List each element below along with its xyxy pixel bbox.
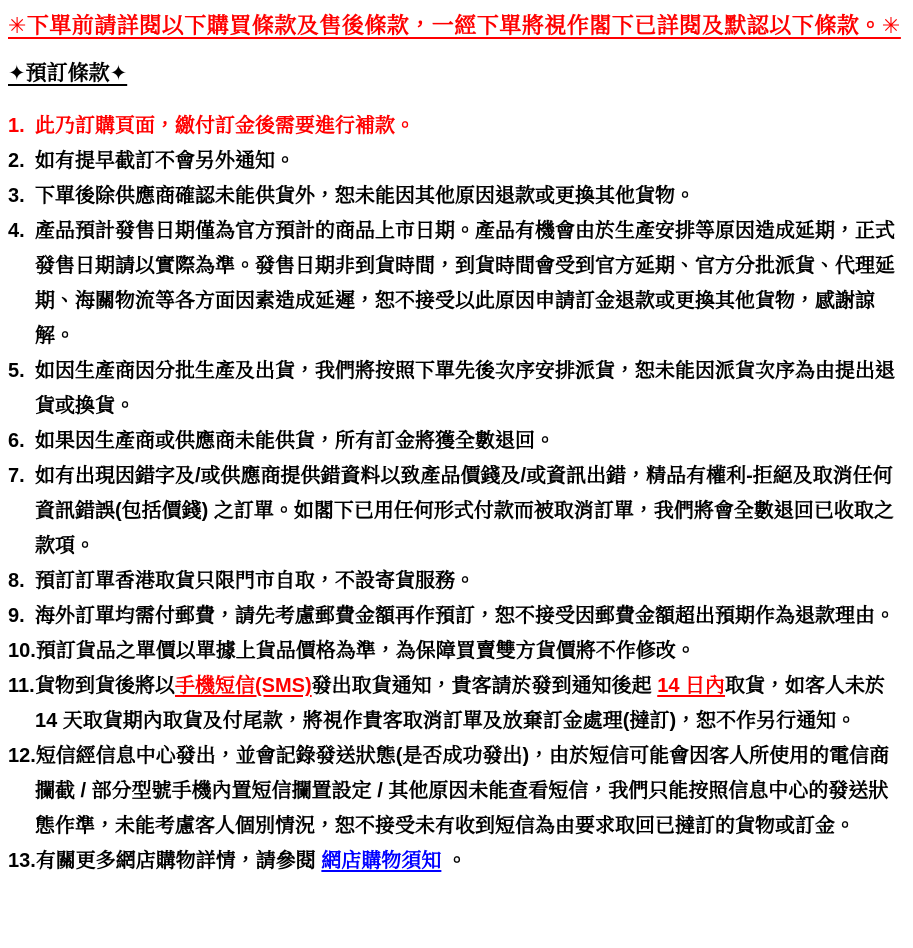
term-item-3 (8, 179, 905, 214)
pickup-deadline-highlight: 14 日內 (657, 675, 726, 697)
term-number: 1. (8, 115, 25, 137)
term-item-12 (8, 739, 905, 844)
term-text-segment: 發出取貨通知，貴客請於發到通知後起 (311, 675, 658, 697)
store-shopping-guide-link[interactable]: 網店購物須知 (321, 850, 442, 872)
term-number: 8. (8, 570, 25, 592)
term-item-4 (8, 214, 905, 354)
term-number: 13. (8, 850, 36, 872)
term-text-segment: 如果因生產商或供應商未能供貨，所有訂金將獲全數退回。 (35, 430, 555, 452)
term-item-2 (8, 144, 905, 179)
term-number: 10. (8, 640, 36, 662)
term-number: 11. (8, 675, 35, 697)
term-text-segment: 下單後除供應商確認未能供貨外，恕未能因其他原因退款或更換其他貨物。 (35, 185, 695, 207)
term-item-6 (8, 424, 905, 459)
term-item-5 (8, 354, 905, 424)
term-number: 12. (8, 745, 36, 767)
term-item-13 (8, 844, 905, 879)
term-number: 6. (8, 430, 25, 452)
term-number: 9. (8, 605, 25, 627)
term-number: 4. (8, 220, 25, 242)
term-text-segment: 短信經信息中心發出，並會記錄發送狀態(是否成功發出)，由於短信可能會因客人所使用的電信商攔截 / 部分型號手機內置短信攔置設定 / 其他原因未能查看短信，我們只能按照信息中心的發送狀態作準，未能考慮客人個別情況，恕不接受未有收到短信為由要求取回已撻訂的貨物或訂金。 (35, 745, 890, 837)
term-text-segment: 。 (441, 850, 467, 872)
term-number: 7. (8, 465, 25, 487)
term-text-segment: 海外訂單均需付郵費，請先考慮郵費金額再作預訂，恕不接受因郵費金額超出預期作為退款理由。 (35, 605, 895, 627)
term-text-segment: 取貨，如客人未於 14 天取貨期內取貨及付尾款，將視作貴客取消訂單及放棄訂金處理(撻訂)，恕不作另行通知。 (35, 675, 886, 732)
term-text-segment: 預訂訂單香港取貨只限門市自取，不設寄貨服務。 (35, 570, 475, 592)
pre-order-notice-header: ✳下單前請詳閱以下購買條款及售後條款，一經下單將視作閣下已詳閱及默認以下條款。✳ (8, 13, 901, 38)
term-text-segment: 產品預計發售日期僅為官方預計的商品上市日期。產品有機會由於生產安排等原因造成延期，正式發售日期請以實際為準。發售日期非到貨時間，到貨時間會受到官方延期、官方分批派貨、代理延期、海關物流等各方面因素造成延遲，恕不接受以此原因申請訂金退款或更換其他貨物，感謝諒解。 (35, 220, 895, 347)
term-number: 2. (8, 150, 25, 172)
terms-list (8, 109, 905, 879)
term-item-8 (8, 564, 905, 599)
section-title-text: ✦預訂條款✦ (8, 62, 128, 85)
term-text-segment: 貨物到貨後將以 (35, 675, 175, 697)
term-text-segment: 如有提早截訂不會另外通知。 (35, 150, 295, 172)
term-item-9 (8, 599, 905, 634)
term-text-segment: 此乃訂購頁面，繳付訂金後需要進行補款。 (35, 115, 415, 137)
term-number: 5. (8, 360, 25, 382)
section-title-preorder-terms (8, 60, 905, 88)
term-number: 3. (8, 185, 25, 207)
sms-highlight: 手機短信(SMS) (175, 675, 312, 697)
term-item-1 (8, 109, 905, 144)
term-text-segment: 預訂貨品之單價以單據上貨品價格為準，為保障買賣雙方貨價將不作修改。 (35, 640, 696, 662)
term-item-7 (8, 459, 905, 564)
term-text-segment: 如有出現因錯字及/或供應商提供錯資料以致產品價錢及/或資訊出錯，精品有權利-拒絕及取消任何資訊錯誤(包括價錢) 之訂單。如閣下已用任何形式付款而被取消訂單，我們將會全數退回已收取之款項。 (35, 465, 894, 557)
term-text-segment: 如因生產商因分批生產及出貨，我們將按照下單先後次序安排派貨，恕未能因派貨次序為由提出退貨或換貨。 (35, 360, 895, 417)
term-text-segment: 有關更多網店購物詳情，請參閱 (35, 850, 322, 872)
term-item-10 (8, 634, 905, 669)
term-item-11 (8, 669, 905, 739)
